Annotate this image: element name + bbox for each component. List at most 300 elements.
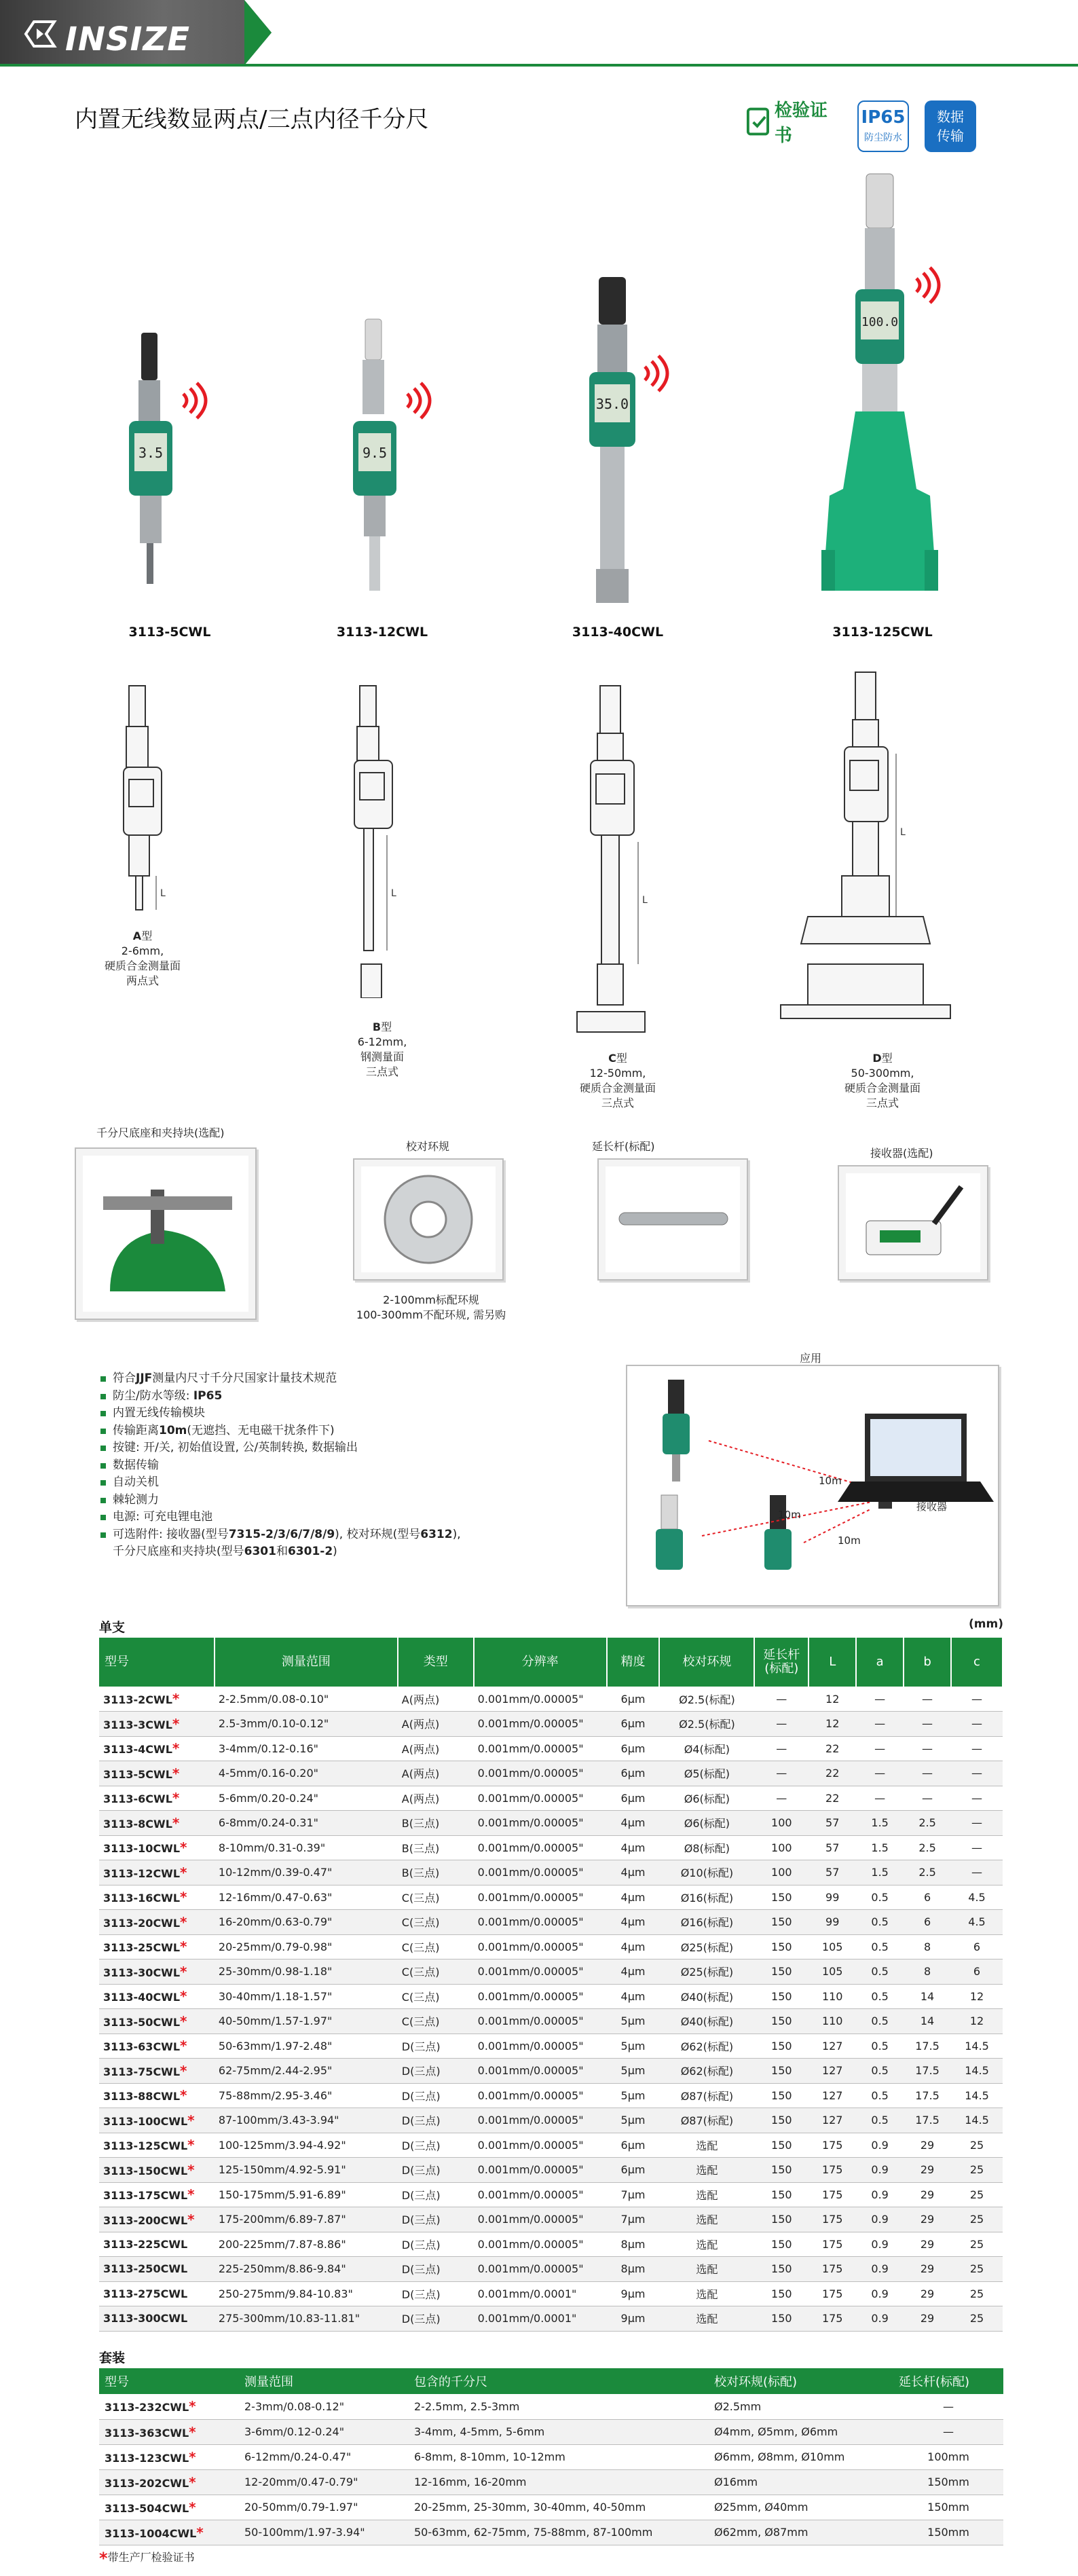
table-cell: 0.001mm/0.0001" bbox=[474, 2281, 607, 2306]
set-spec-table bbox=[99, 2368, 1003, 2545]
table-cell: 127 bbox=[809, 2108, 856, 2133]
table-cell: Ø16(标配) bbox=[659, 1910, 754, 1935]
table-cell: 150 bbox=[754, 1885, 809, 1910]
table-row bbox=[99, 2495, 1003, 2520]
model-cell: 3113-232CWL* bbox=[99, 2394, 239, 2419]
table-header-cell: 校对环规 bbox=[659, 1638, 754, 1687]
table-cell: 100 bbox=[754, 1860, 809, 1885]
table-cell: 6-12mm/0.24-0.47" bbox=[239, 2444, 409, 2469]
table-cell: 100 bbox=[754, 1835, 809, 1860]
svg-text:L: L bbox=[160, 888, 166, 899]
table-cell: 14.5 bbox=[951, 2059, 1003, 2084]
table-cell: D(三点) bbox=[398, 2232, 474, 2257]
table-cell: 0.9 bbox=[856, 2158, 904, 2183]
table-cell: 175 bbox=[809, 2281, 856, 2306]
table-cell: 4μm bbox=[607, 1984, 660, 2009]
ring-gauge-image bbox=[361, 1166, 496, 1272]
model-cell: 3113-20CWL* bbox=[99, 1910, 215, 1935]
table-cell: 选配 bbox=[659, 2306, 754, 2332]
table-cell: Ø2.5(标配) bbox=[659, 1687, 754, 1712]
table-cell: D(三点) bbox=[398, 2059, 474, 2084]
table-cell: 0.001mm/0.00005" bbox=[474, 2083, 607, 2108]
table-cell: 0.9 bbox=[856, 2207, 904, 2232]
table-row bbox=[99, 1910, 1003, 1935]
table-cell: 6 bbox=[951, 1934, 1003, 1959]
table-cell: 0.5 bbox=[856, 2108, 904, 2133]
table-row bbox=[99, 2207, 1003, 2232]
red-star-icon: * bbox=[180, 1988, 187, 2005]
red-star-icon: * bbox=[189, 2448, 196, 2465]
table-cell: 105 bbox=[809, 1959, 856, 1985]
table-header-cell: 延长杆 (标配) bbox=[754, 1638, 809, 1687]
certificate-label: 检验证书 bbox=[774, 100, 828, 146]
table-row bbox=[99, 2158, 1003, 2183]
table-cell: Ø62(标配) bbox=[659, 2034, 754, 2059]
distance-label: 10m bbox=[838, 1534, 861, 1547]
table-row bbox=[99, 1934, 1003, 1959]
type-desc: 钢测量面 bbox=[360, 1050, 404, 1063]
table-cell: 2.5 bbox=[904, 1860, 951, 1885]
table-cell: 75-88mm/2.95-3.46" bbox=[215, 2083, 398, 2108]
table-cell: — bbox=[904, 1786, 951, 1811]
table-cell: 250-275mm/9.84-10.83" bbox=[215, 2281, 398, 2306]
table-cell: 17.5 bbox=[904, 2034, 951, 2059]
table-cell: 6μm bbox=[607, 1761, 660, 1786]
certificate-icon bbox=[745, 105, 772, 139]
red-star-icon: * bbox=[187, 2112, 195, 2129]
table-cell: D(三点) bbox=[398, 2158, 474, 2183]
table-cell: 17.5 bbox=[904, 2083, 951, 2108]
table-cell: 14.5 bbox=[951, 2108, 1003, 2133]
table-cell: 0.001mm/0.00005" bbox=[474, 1712, 607, 1737]
ip-rating: IP65 bbox=[861, 107, 906, 128]
table-cell: 0.001mm/0.00005" bbox=[474, 1687, 607, 1712]
model-cell: 3113-125CWL* bbox=[99, 2133, 215, 2158]
single-section-label: 单支 bbox=[99, 1620, 126, 1635]
table-cell: — bbox=[856, 1736, 904, 1761]
model-cell: 3113-8CWL* bbox=[99, 1811, 215, 1836]
table-cell: 14.5 bbox=[951, 2034, 1003, 2059]
model-cell: 3113-4CWL* bbox=[99, 1736, 215, 1761]
table-cell: D(三点) bbox=[398, 2083, 474, 2108]
accessory-receiver bbox=[838, 1165, 988, 1281]
table-cell: — bbox=[904, 1712, 951, 1737]
table-row bbox=[99, 2469, 1003, 2495]
table-cell: — bbox=[856, 1712, 904, 1737]
brand-star-icon bbox=[20, 18, 60, 50]
feature-item: 可选附件: 接收器(型号7315-2/3/6/7/8/9), 校对环规(型号6312), 千分尺底座和夹持块(型号6301和6301-2) bbox=[99, 1526, 461, 1561]
table-cell: 150-175mm/5.91-6.89" bbox=[215, 2182, 398, 2207]
table-cell: 29 bbox=[904, 2281, 951, 2306]
red-star-icon: * bbox=[172, 1790, 180, 1807]
table-cell: — bbox=[904, 1761, 951, 1786]
table-cell: 0.001mm/0.00005" bbox=[474, 1934, 607, 1959]
table-cell: 8 bbox=[904, 1959, 951, 1985]
certificate-badge bbox=[745, 100, 843, 146]
set-section-label: 套装 bbox=[99, 2351, 126, 2366]
table-cell: 29 bbox=[904, 2207, 951, 2232]
model-cell: 3113-6CWL* bbox=[99, 1786, 215, 1811]
accessory-title: 千分尺底座和夹持块(选配) bbox=[96, 1126, 225, 1139]
table-cell: 选配 bbox=[659, 2257, 754, 2282]
table-cell: 150mm bbox=[893, 2469, 1003, 2495]
table-cell: C(三点) bbox=[398, 1910, 474, 1935]
table-cell: 0.001mm/0.00005" bbox=[474, 2059, 607, 2084]
table-cell: 100-125mm/3.94-4.92" bbox=[215, 2133, 398, 2158]
table-cell: 12-20mm/0.47-0.79" bbox=[239, 2469, 409, 2495]
application-illustration bbox=[627, 1366, 998, 1605]
table-cell: 150 bbox=[754, 1959, 809, 1985]
type-suffix: 型 bbox=[616, 1052, 627, 1065]
table-cell: Ø2.5(标配) bbox=[659, 1712, 754, 1737]
table-cell: — bbox=[951, 1736, 1003, 1761]
table-cell: 150 bbox=[754, 2281, 809, 2306]
table-header-cell: 类型 bbox=[398, 1638, 474, 1687]
table-cell: 175 bbox=[809, 2207, 856, 2232]
table-cell: Ø25(标配) bbox=[659, 1959, 754, 1985]
table-cell: 150 bbox=[754, 2009, 809, 2034]
ip-rating-sub: 防尘防水 bbox=[864, 132, 902, 143]
table-row bbox=[99, 1761, 1003, 1786]
table-cell: 20-25mm, 25-30mm, 30-40mm, 40-50mm bbox=[409, 2495, 709, 2520]
table-cell: — bbox=[893, 2419, 1003, 2444]
table-cell: 0.5 bbox=[856, 1910, 904, 1935]
table-cell: 5μm bbox=[607, 2059, 660, 2084]
table-cell: 7μm bbox=[607, 2207, 660, 2232]
table-cell: 25 bbox=[951, 2306, 1003, 2332]
table-cell: 4μm bbox=[607, 1811, 660, 1836]
table-cell: 12 bbox=[951, 2009, 1003, 2034]
table-cell: C(三点) bbox=[398, 1934, 474, 1959]
svg-text:100.0: 100.0 bbox=[861, 315, 899, 329]
table-row bbox=[99, 2009, 1003, 2034]
table-cell: C(三点) bbox=[398, 2009, 474, 2034]
table-cell: B(三点) bbox=[398, 1835, 474, 1860]
table-cell: 2.5 bbox=[904, 1835, 951, 1860]
table-cell: 87-100mm/3.43-3.94" bbox=[215, 2108, 398, 2133]
red-star-icon: * bbox=[180, 2062, 187, 2079]
table-header-cell: 型号 bbox=[99, 2368, 239, 2394]
table-cell: 57 bbox=[809, 1811, 856, 1836]
footnote-text: 带生产厂检验证书 bbox=[107, 2551, 195, 2564]
table-cell: 127 bbox=[809, 2083, 856, 2108]
table-row bbox=[99, 2520, 1003, 2545]
table-row bbox=[99, 2281, 1003, 2306]
red-star-icon: * bbox=[189, 2398, 196, 2415]
table-cell: 150mm bbox=[893, 2495, 1003, 2520]
table-cell: D(三点) bbox=[398, 2281, 474, 2306]
red-star-icon: * bbox=[189, 2499, 196, 2516]
table-header-cell: b bbox=[904, 1638, 951, 1687]
table-row bbox=[99, 2257, 1003, 2282]
table-cell: 1.5 bbox=[856, 1835, 904, 1860]
model-cell: 3113-275CWL bbox=[99, 2281, 215, 2306]
table-cell: 12 bbox=[809, 1712, 856, 1737]
table-cell: 5μm bbox=[607, 2009, 660, 2034]
table-row bbox=[99, 1885, 1003, 1910]
table-cell: 8-10mm/0.31-0.39" bbox=[215, 1835, 398, 1860]
table-cell: 110 bbox=[809, 2009, 856, 2034]
table-cell: 0.001mm/0.00005" bbox=[474, 1860, 607, 1885]
ring-note bbox=[333, 1293, 529, 1323]
table-cell: 选配 bbox=[659, 2133, 754, 2158]
table-cell: 6-8mm/0.24-0.31" bbox=[215, 1811, 398, 1836]
table-cell: Ø16(标配) bbox=[659, 1885, 754, 1910]
accessory-stand bbox=[75, 1147, 257, 1320]
table-cell: 0.9 bbox=[856, 2281, 904, 2306]
type-letter: D bbox=[872, 1052, 882, 1065]
table-cell: 25 bbox=[951, 2257, 1003, 2282]
table-row bbox=[99, 1860, 1003, 1885]
table-cell: 25 bbox=[951, 2281, 1003, 2306]
type-range: 6-12mm, bbox=[357, 1035, 407, 1048]
table-cell: A(两点) bbox=[398, 1736, 474, 1761]
data-transfer-badge bbox=[925, 100, 976, 152]
table-cell: Ø5(标配) bbox=[659, 1761, 754, 1786]
model-cell: 3113-200CWL* bbox=[99, 2207, 215, 2232]
table-cell: Ø62(标配) bbox=[659, 2059, 754, 2084]
table-cell: 0.001mm/0.00005" bbox=[474, 1910, 607, 1935]
table-cell: 29 bbox=[904, 2306, 951, 2332]
table-cell: 175 bbox=[809, 2182, 856, 2207]
table-cell: 2.5-3mm/0.10-0.12" bbox=[215, 1712, 398, 1737]
table-row bbox=[99, 2034, 1003, 2059]
table-row bbox=[99, 2419, 1003, 2444]
table-header-cell: L bbox=[809, 1638, 856, 1687]
table-row bbox=[99, 2182, 1003, 2207]
type-points: 三点式 bbox=[866, 1097, 899, 1109]
table-cell: 275-300mm/10.83-11.81" bbox=[215, 2306, 398, 2332]
table-cell: 150 bbox=[754, 2083, 809, 2108]
table-cell: C(三点) bbox=[398, 1984, 474, 2009]
model-cell: 3113-10CWL* bbox=[99, 1835, 215, 1860]
single-spec-table bbox=[99, 1638, 1003, 2332]
table-cell: 6μm bbox=[607, 2133, 660, 2158]
model-cell: 3113-300CWL bbox=[99, 2306, 215, 2332]
table-header-cell: 校对环规(标配) bbox=[709, 2368, 893, 2394]
table-cell: 0.001mm/0.00005" bbox=[474, 1736, 607, 1761]
table-cell: 30-40mm/1.18-1.57" bbox=[215, 1984, 398, 2009]
distance-label: 10m bbox=[819, 1475, 842, 1487]
table-row bbox=[99, 1736, 1003, 1761]
table-cell: 50-63mm/1.97-2.48" bbox=[215, 2034, 398, 2059]
type-suffix: 型 bbox=[381, 1020, 392, 1033]
table-cell: 25 bbox=[951, 2158, 1003, 2183]
table-cell: A(两点) bbox=[398, 1786, 474, 1811]
table-cell: 25 bbox=[951, 2182, 1003, 2207]
table-cell: 0.001mm/0.00005" bbox=[474, 1786, 607, 1811]
table-cell: Ø16mm bbox=[709, 2469, 893, 2495]
table-cell: — bbox=[951, 1712, 1003, 1737]
red-star-icon: * bbox=[180, 1864, 187, 1881]
model-cell: 3113-16CWL* bbox=[99, 1885, 215, 1910]
product-image-40cwl bbox=[563, 272, 699, 618]
table-cell: 5μm bbox=[607, 2034, 660, 2059]
accessory-title: 延长杆(标配) bbox=[592, 1140, 655, 1153]
red-star-icon: * bbox=[180, 1889, 187, 1906]
table-cell: — bbox=[893, 2394, 1003, 2419]
red-star-icon: * bbox=[189, 2423, 196, 2440]
red-star-icon: * bbox=[187, 2211, 195, 2228]
stand-image bbox=[83, 1156, 248, 1312]
table-cell: 0.001mm/0.0001" bbox=[474, 2306, 607, 2332]
table-cell: 0.001mm/0.00005" bbox=[474, 2182, 607, 2207]
application-title: 应用 bbox=[800, 1352, 822, 1365]
table-cell: 150 bbox=[754, 2207, 809, 2232]
table-cell: — bbox=[951, 1761, 1003, 1786]
feature-item: 按键: 开/关, 初始值设置, 公/英制转换, 数据输出 bbox=[99, 1439, 461, 1457]
table-header-cell: 精度 bbox=[607, 1638, 660, 1687]
table-cell: — bbox=[754, 1736, 809, 1761]
type-b-caption bbox=[308, 1020, 457, 1080]
table-cell: 4μm bbox=[607, 1910, 660, 1935]
table-cell: 150 bbox=[754, 2306, 809, 2332]
table-cell: 2-2.5mm/0.08-0.10" bbox=[215, 1687, 398, 1712]
feature-item: 棘轮测力 bbox=[99, 1492, 461, 1509]
table-cell: D(三点) bbox=[398, 2182, 474, 2207]
table-cell: — bbox=[856, 1687, 904, 1712]
table-row bbox=[99, 2394, 1003, 2419]
ring-note-line2: 100-300mm不配环规, 需另购 bbox=[356, 1308, 506, 1321]
table-cell: 0.001mm/0.00005" bbox=[474, 1835, 607, 1860]
table-cell: 4μm bbox=[607, 1934, 660, 1959]
table-cell: 57 bbox=[809, 1860, 856, 1885]
model-cell: 3113-504CWL* bbox=[99, 2495, 239, 2520]
table-cell: 150 bbox=[754, 2182, 809, 2207]
table-cell: 25 bbox=[951, 2232, 1003, 2257]
table-cell: 150 bbox=[754, 2034, 809, 2059]
table-cell: 6 bbox=[904, 1885, 951, 1910]
table-cell: 127 bbox=[809, 2059, 856, 2084]
red-star-icon: * bbox=[172, 1691, 180, 1707]
table-cell: — bbox=[951, 1687, 1003, 1712]
table-row bbox=[99, 1811, 1003, 1836]
product-image-125cwl bbox=[815, 170, 978, 618]
extension-rod-image bbox=[606, 1166, 740, 1272]
table-row bbox=[99, 2306, 1003, 2332]
table-cell: 175 bbox=[809, 2232, 856, 2257]
table-cell: 25 bbox=[951, 2207, 1003, 2232]
table-cell: 0.001mm/0.00005" bbox=[474, 1984, 607, 2009]
table-cell: — bbox=[856, 1786, 904, 1811]
type-desc: 硬质合金测量面 bbox=[579, 1082, 656, 1094]
table-cell: 29 bbox=[904, 2133, 951, 2158]
table-cell: D(三点) bbox=[398, 2034, 474, 2059]
table-row bbox=[99, 1984, 1003, 2009]
red-star-icon: * bbox=[187, 2186, 195, 2203]
table-cell: 6μm bbox=[607, 1786, 660, 1811]
table-cell: 0.001mm/0.00005" bbox=[474, 2232, 607, 2257]
drawing-type-a bbox=[102, 679, 197, 923]
table-cell: D(三点) bbox=[398, 2133, 474, 2158]
table-row bbox=[99, 2083, 1003, 2108]
brand-logo[interactable]: INSIZE bbox=[65, 20, 191, 58]
table-cell: 5μm bbox=[607, 2108, 660, 2133]
table-cell: 29 bbox=[904, 2182, 951, 2207]
table-cell: 29 bbox=[904, 2257, 951, 2282]
table-cell: 选配 bbox=[659, 2182, 754, 2207]
table-cell: 125-150mm/4.92-5.91" bbox=[215, 2158, 398, 2183]
table-cell: 10-12mm/0.39-0.47" bbox=[215, 1860, 398, 1885]
model-cell: 3113-88CWL* bbox=[99, 2083, 215, 2108]
table-cell: 50-100mm/1.97-3.94" bbox=[239, 2520, 409, 2545]
table-cell: 8μm bbox=[607, 2257, 660, 2282]
header-banner bbox=[0, 0, 1078, 68]
table-cell: 8μm bbox=[607, 2232, 660, 2257]
table-cell: 6μm bbox=[607, 1712, 660, 1737]
table-cell: 8 bbox=[904, 1934, 951, 1959]
table-cell: 29 bbox=[904, 2158, 951, 2183]
table-row bbox=[99, 1835, 1003, 1860]
red-star-icon: * bbox=[189, 2473, 196, 2490]
table-cell: 0.001mm/0.00005" bbox=[474, 2158, 607, 2183]
red-star-icon: * bbox=[187, 2137, 195, 2154]
table-cell: 3-4mm/0.12-0.16" bbox=[215, 1736, 398, 1761]
table-cell: 0.001mm/0.00005" bbox=[474, 1811, 607, 1836]
red-star-icon: * bbox=[99, 2549, 108, 2568]
red-star-icon: * bbox=[172, 1814, 180, 1831]
model-cell: 3113-2CWL* bbox=[99, 1687, 215, 1712]
table-cell: 22 bbox=[809, 1786, 856, 1811]
table-row bbox=[99, 1786, 1003, 1811]
red-star-icon: * bbox=[180, 1839, 187, 1856]
svg-text:L: L bbox=[900, 827, 906, 838]
table-cell: 150 bbox=[754, 2158, 809, 2183]
product-image-5cwl bbox=[102, 319, 238, 618]
table-cell: A(两点) bbox=[398, 1761, 474, 1786]
table-cell: 6 bbox=[951, 1959, 1003, 1985]
table-cell: 6 bbox=[904, 1910, 951, 1935]
table-cell: 175 bbox=[809, 2257, 856, 2282]
type-letter: B bbox=[372, 1020, 382, 1033]
table-cell: 0.001mm/0.00005" bbox=[474, 2207, 607, 2232]
footnote bbox=[99, 2549, 195, 2568]
model-cell: 3113-75CWL* bbox=[99, 2059, 215, 2084]
feature-list bbox=[99, 1370, 461, 1561]
table-cell: 4μm bbox=[607, 1959, 660, 1985]
red-star-icon: * bbox=[180, 2038, 187, 2055]
table-cell: 22 bbox=[809, 1761, 856, 1786]
table-cell: 127 bbox=[809, 2034, 856, 2059]
type-desc: 硬质合金测量面 bbox=[844, 1082, 921, 1094]
table-cell: 14 bbox=[904, 1984, 951, 2009]
feature-item: 自动关机 bbox=[99, 1474, 461, 1492]
model-cell: 3113-30CWL* bbox=[99, 1959, 215, 1985]
type-range: 2-6mm, bbox=[121, 944, 164, 957]
table-cell: A(两点) bbox=[398, 1687, 474, 1712]
table-cell: — bbox=[951, 1860, 1003, 1885]
table-cell: B(三点) bbox=[398, 1811, 474, 1836]
table-row bbox=[99, 2059, 1003, 2084]
table-cell: 25 bbox=[951, 2133, 1003, 2158]
table-cell: 12-16mm/0.47-0.63" bbox=[215, 1885, 398, 1910]
model-cell: 3113-175CWL* bbox=[99, 2182, 215, 2207]
table-cell: 57 bbox=[809, 1835, 856, 1860]
table-header-cell: 延长杆(标配) bbox=[893, 2368, 1003, 2394]
table-header-cell: 测量范围 bbox=[239, 2368, 409, 2394]
feature-item: 防尘/防水等级: IP65 bbox=[99, 1388, 461, 1405]
banner-green-chevron bbox=[244, 0, 272, 65]
model-cell: 3113-40CWL* bbox=[99, 1984, 215, 2009]
table-cell: 150mm bbox=[893, 2520, 1003, 2545]
table-cell: 9μm bbox=[607, 2281, 660, 2306]
feature-item: 符合JJF测量内尺寸千分尺国家计量技术规范 bbox=[99, 1370, 461, 1388]
ring-note-line1: 2-100mm标配环规 bbox=[383, 1293, 479, 1306]
table-cell: — bbox=[754, 1712, 809, 1737]
table-cell: 175 bbox=[809, 2158, 856, 2183]
table-cell: 150 bbox=[754, 1934, 809, 1959]
drawing-type-d bbox=[767, 665, 957, 1032]
